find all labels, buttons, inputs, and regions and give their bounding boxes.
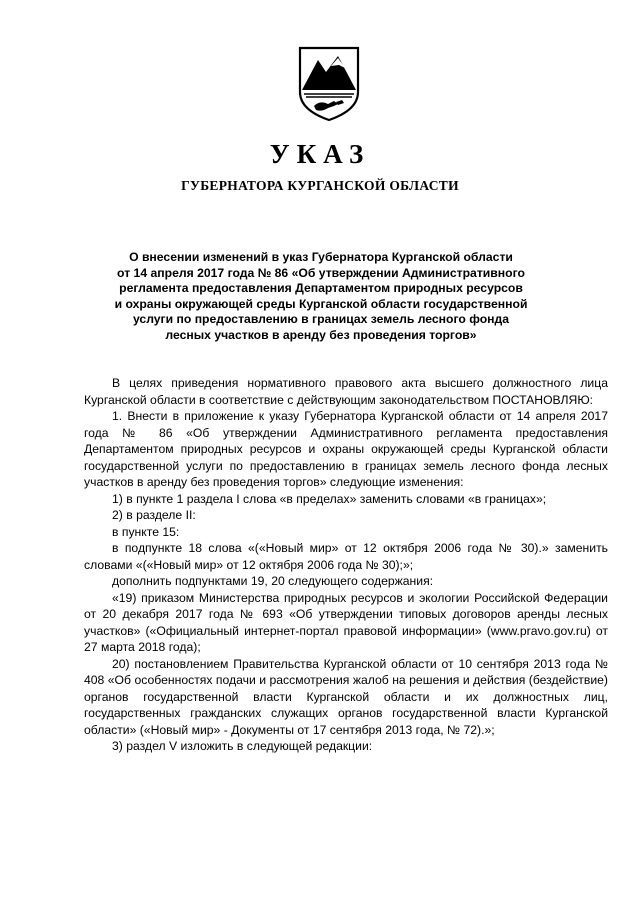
issuer-subheading: ГУБЕРНАТОРА КУРГАНСКОЙ ОБЛАСТИ [181, 178, 459, 193]
document-body [84, 375, 608, 755]
body-paragraph: 1) в пункте 1 раздела I слова «в пределах» заменить словами «в границах»; [112, 491, 547, 506]
title-line: регламента предоставления Департаментом природных ресурсов [119, 281, 523, 296]
body-paragraph: 20) постановлением Правительства Курганской области от 10 сентября 2013 года № 408 «Об особенностях подачи и рассмотрения жалоб на решения и действия (бездействие) органов государственной власти Курганской области и их должностных лиц, государственных гражданских служащих органов государственной власти Курганской области» («Новый мир» - Документы от 17 сентября 2013 года, № 72).»; [84, 656, 608, 737]
body-paragraph: в пункте 15: [112, 524, 180, 539]
title-line: услуги по предоставлению в границах земель лесного фонда [132, 312, 510, 327]
document-title [96, 250, 546, 344]
body-paragraph: в подпункте 18 слова «(«Новый мир» от 12 октября 2006 года № 30).» заменить словами «(«Новый мир» от 12 октября 2006 года № 30);»; [84, 541, 608, 572]
body-paragraph: 2) в разделе II: [112, 508, 196, 522]
body-paragraph: 1. Внести в приложение к указу Губернатора Курганской области от 14 апреля 2017 года № 86 «Об утверждении Административного регламента предоставления Департаментом природных ресурсов и охраны окружающей среды Курганской области государственной услуги по предоставлению в границах земель лесного фонда лесных участков в аренду без проведения торгов» следующие изменения: [84, 409, 608, 489]
title-line: лесных участков в аренду без проведения торгов» [165, 327, 477, 342]
body-paragraph: В целях приведения нормативного правового акта высшего должностного лица Курганской области в соответствие с действующим законодательством ПОСТАНОВЛЯЮ: [84, 376, 608, 407]
title-line: от 14 апреля 2017 года № 86 «Об утверждении Административного [117, 265, 525, 280]
body-paragraph: «19) приказом Министерства природных ресурсов и экологии Российской Федерации от 20 декабря 2017 года № 693 «Об утверждении типовых договоров аренды лесных участков» («Официальный интернет-портал правовой информации» (www.pravo.gov.ru) от 27 марта 2018 года); [84, 590, 608, 654]
body-paragraph: дополнить подпунктами 19, 20 следующего содержания: [112, 574, 434, 588]
title-line: и охраны окружающей среды Курганской области государственной [114, 296, 528, 311]
kurgan-region-crest-icon [298, 46, 360, 122]
decree-heading: УКАЗ [269, 139, 371, 169]
title-line: О внесении изменений в указ Губернатора Курганской области [129, 250, 513, 264]
body-paragraph: 3) раздел V изложить в следующей редакции: [112, 739, 373, 753]
